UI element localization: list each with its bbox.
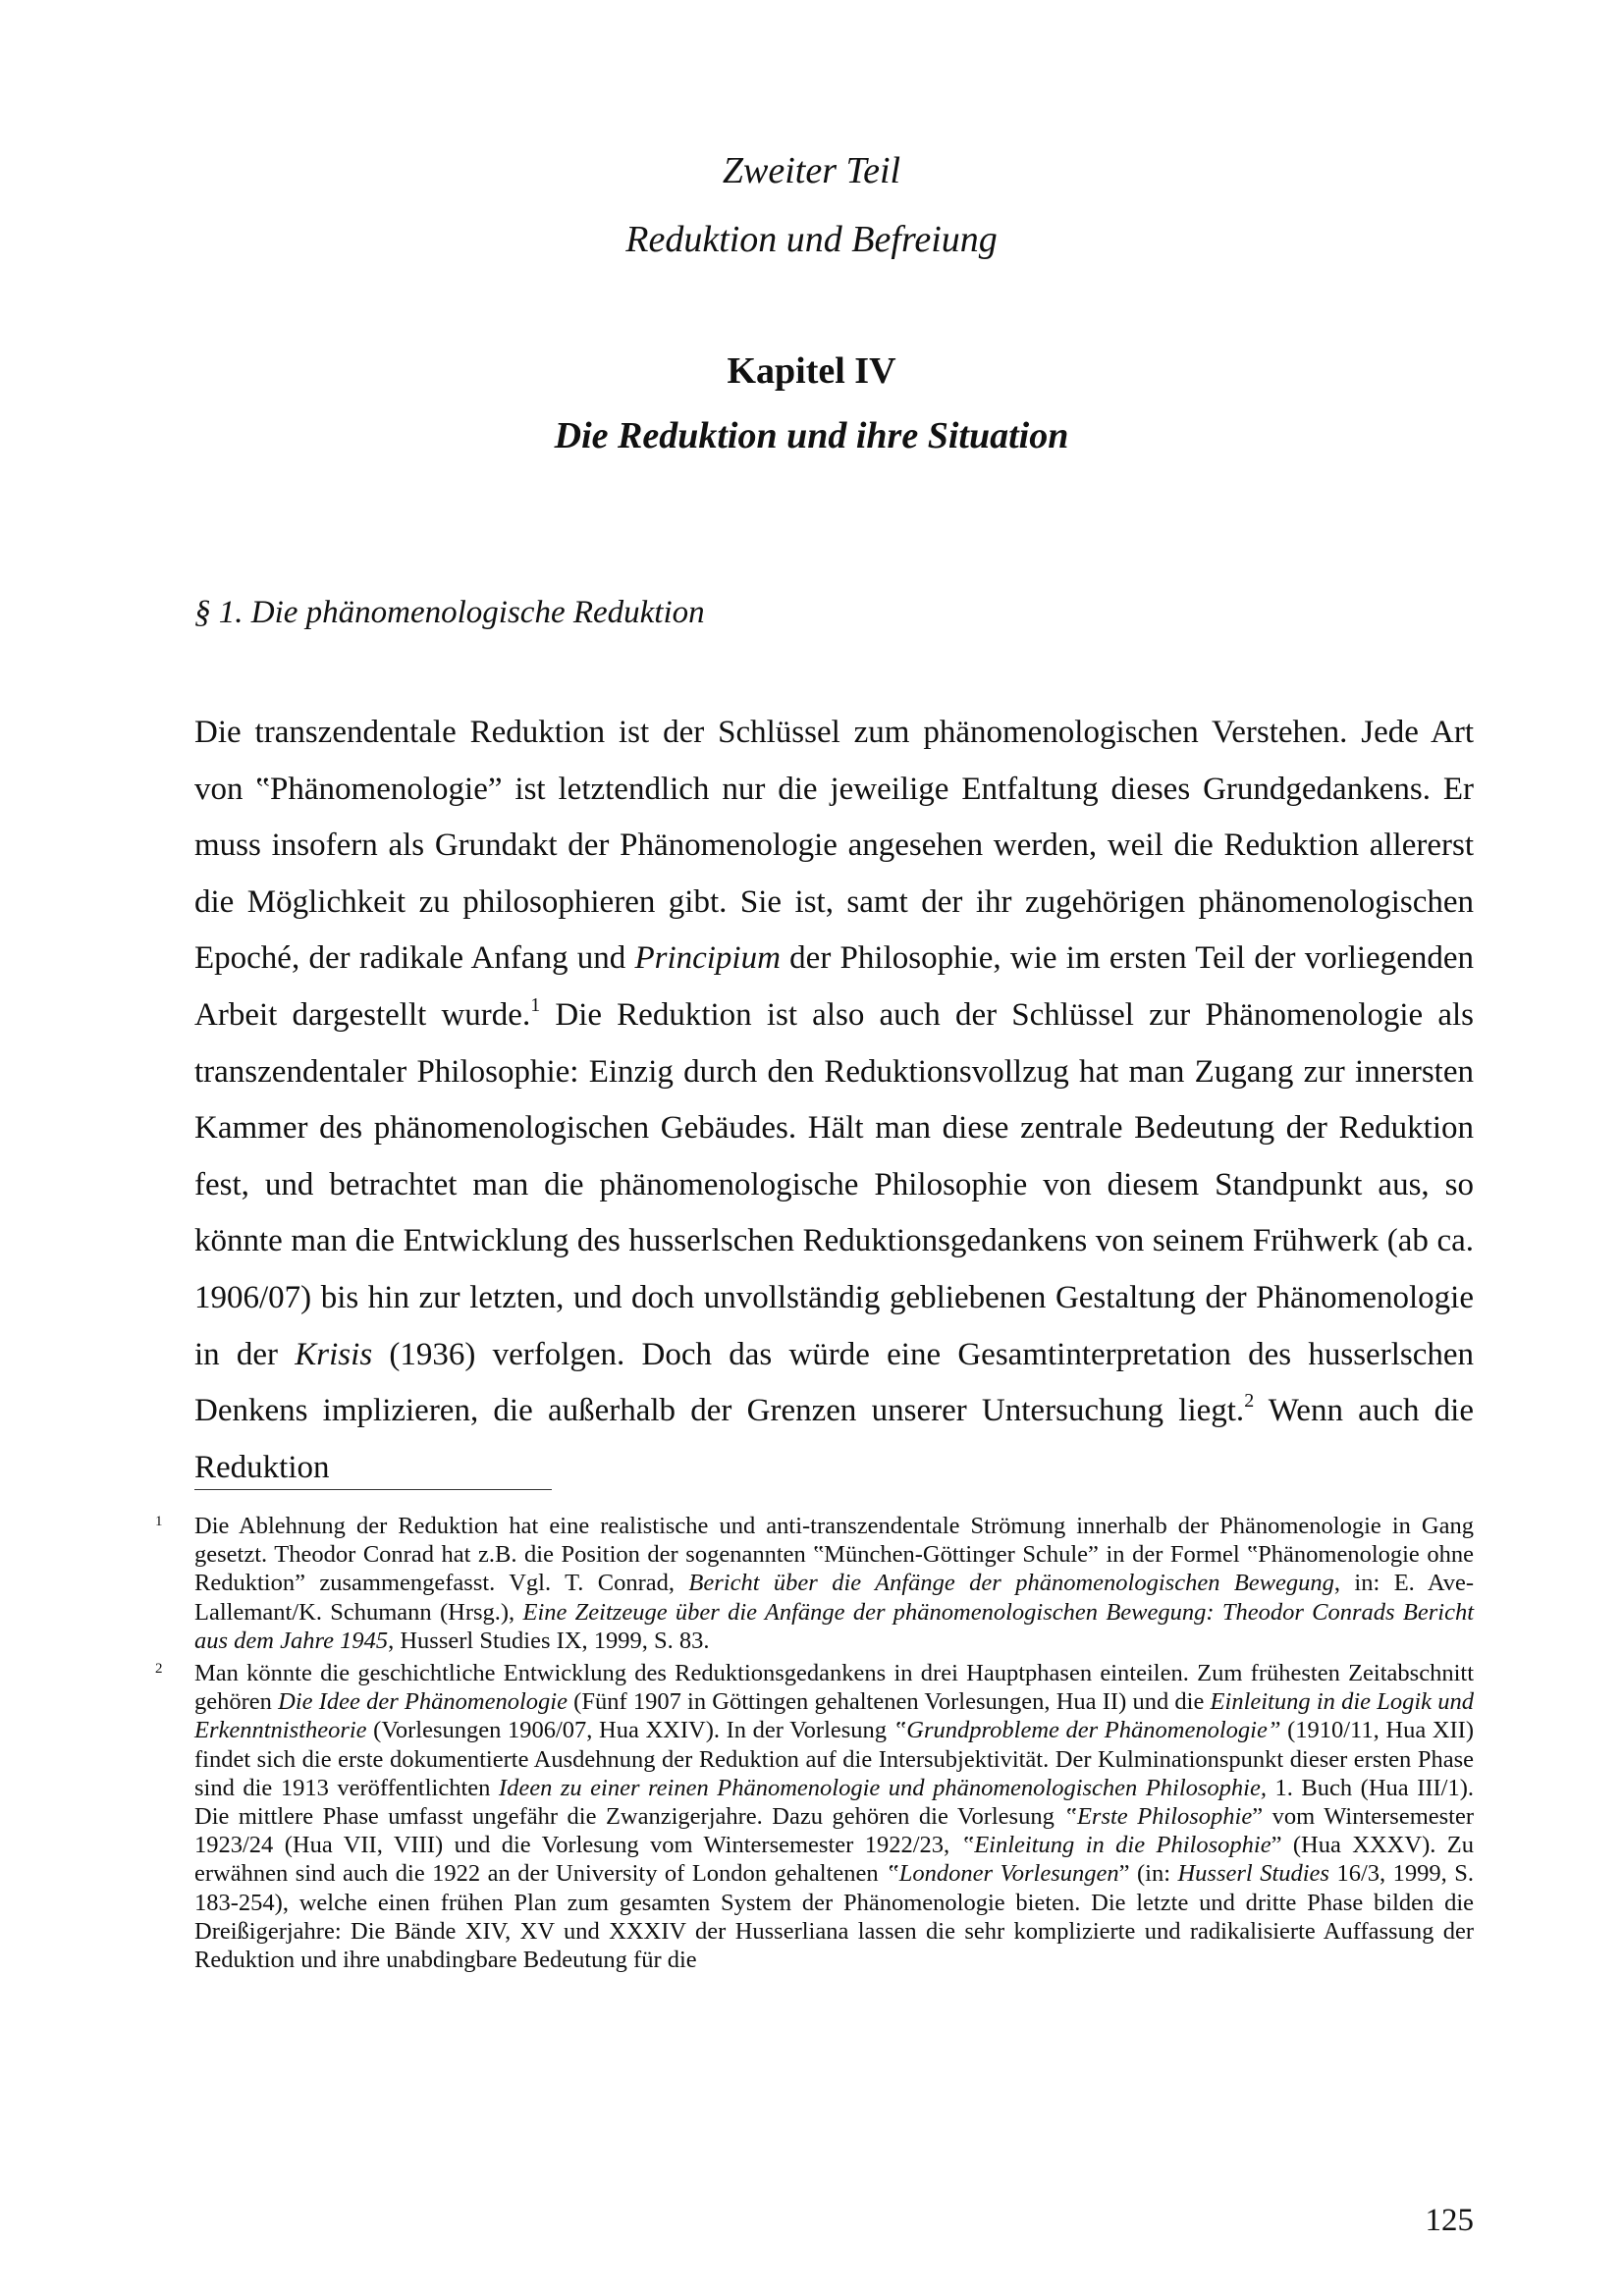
footnotes	[155, 1512, 1474, 1978]
chapter-number: Kapitel IV	[727, 350, 896, 392]
body-text	[194, 705, 1474, 1496]
page-number: 125	[1425, 2203, 1474, 2238]
section-heading: § 1. Die phänomenologische Reduktion	[194, 595, 705, 630]
footnote-ref-1[interactable]: 1	[530, 993, 541, 1016]
footnote-number: 1	[155, 1514, 163, 1529]
footnote-divider	[194, 1489, 552, 1490]
part-title: Zweiter Teil	[722, 150, 901, 191]
footnote-number: 2	[155, 1661, 163, 1678]
footnote-text: Man könnte die geschichtliche Entwicklung des Reduktionsgedankens in drei Hauptphasen einteilen. Zum frühesten Zeitabschnitt gehören Die Idee der Phänomenologie (Fünf 1907 in Göttingen gehaltenen Vorlesungen, Hua II) und die Einleitung in die Logik und Erkenntnistheorie (Vorlesungen 1906/07, Hua XXIV). In der Vorlesung ‟Grundprobleme der Phänomenologie” (1910/11, Hua XII) findet sich die erste dokumentierte Ausdehnung der Reduktion auf die Intersubjektivität. Der Kulminationspunkt dieser ersten Phase sind die 1913 veröffentlichten Ideen zu einer reinen Phänomenologie und phänomenologischen Philosophie, 1. Buch (Hua III/1). Die mittlere Phase umfasst ungefähr die Zwanzigerjahre. Dazu gehören die Vorlesung ‟Erste Philosophie” vom Wintersemester 1923/24 (Hua VII, VIII) und die Vorlesung vom Wintersemester 1922/23, ‟Einleitung in die Philosophie” (Hua XXXV). Zu erwähnen sind auch die 1922 an der University of London gehaltenen ‟Londoner Vorlesungen” (in: Husserl Studies 16/3, 1999, S. 183-254), welche einen frühen Plan zum gesamten System der Phänomenologie bieten. Die letzte und dritte Phase bilden die Dreißigerjahre: Die Bände XIV, XV und XXXIV der Husserliana lassen die sehr komplizierte und radikalisierte Auffassung der Reduktion und ihre unabdingbare Bedeutung für die	[194, 1660, 1475, 1974]
footnote-text: Die Ablehnung der Reduktion hat eine realistische und anti-transzendentale Strömung innerhalb der Phänomenologie in Gang gesetzt. Theodor Conrad hat z.B. die Position der sogenannten ‟München-Göttinger Schule” in der Formel ‟Phänomenologie ohne Reduktion” zusammengefasst. Vgl. T. Conrad, Bericht über die Anfänge der phänomenologischen Bewegung, in: E. Ave-Lallemant/K. Schumann (Hrsg.), Eine Zeitzeuge über die Anfänge der phänomenologischen Bewegung: Theodor Conrads Bericht aus dem Jahre 1945, Husserl Studies IX, 1999, S. 83.	[194, 1513, 1474, 1654]
footnote-2	[155, 1659, 1474, 1974]
footnote-ref-2[interactable]: 2	[1244, 1390, 1255, 1413]
part-subtitle: Reduktion und Befreiung	[625, 219, 998, 260]
footnote-1	[155, 1512, 1474, 1655]
chapter-title: Die Reduktion und ihre Situation	[554, 415, 1069, 456]
paragraph: Die transzendentale Reduktion ist der Schlüssel zum phänomenologischen Verstehen. Jede Art von ‟Phänomenologie” ist letztendlich nur die jeweilige Entfaltung dieses Grundgedankens. Er muss insofern als Grundakt der Phänomenologie angesehen werden, weil die Reduktion allererst die Möglichkeit zu philosophieren gibt. Sie ist, samt der ihr zugehörigen phänomenologischen Epoché, der radikale Anfang und Principium der Philosophie, wie im ersten Teil der vorliegenden Arbeit dargestellt wurde.$^1$ Die Reduktion ist also auch der Schlüssel zur Phänomenologie als transzendentaler Philosophie: Einzig durch den Reduktionsvollzug hat man Zugang zur innersten Kammer des phänomenologischen Gebäudes. Hält man diese zentrale Bedeutung der Reduktion fest, und betrachtet man die phänomenologische Philosophie von diesem Standpunkt aus, so könnte man die Entwicklung des husserlschen Reduktionsgedankens von seinem Frühwerk (ab ca. 1906/07) bis hin zur letzten, und doch unvollständig gebliebenen Gestaltung der Phänomenologie in der Krisis (1936) verfolgen. Doch das würde eine Gesamtinterpretation des husserlschen Denkens implizieren, die außerhalb der Grenzen unserer Untersuchung liegt.$^2$ Wenn auch die Reduktion	[194, 715, 1475, 1485]
